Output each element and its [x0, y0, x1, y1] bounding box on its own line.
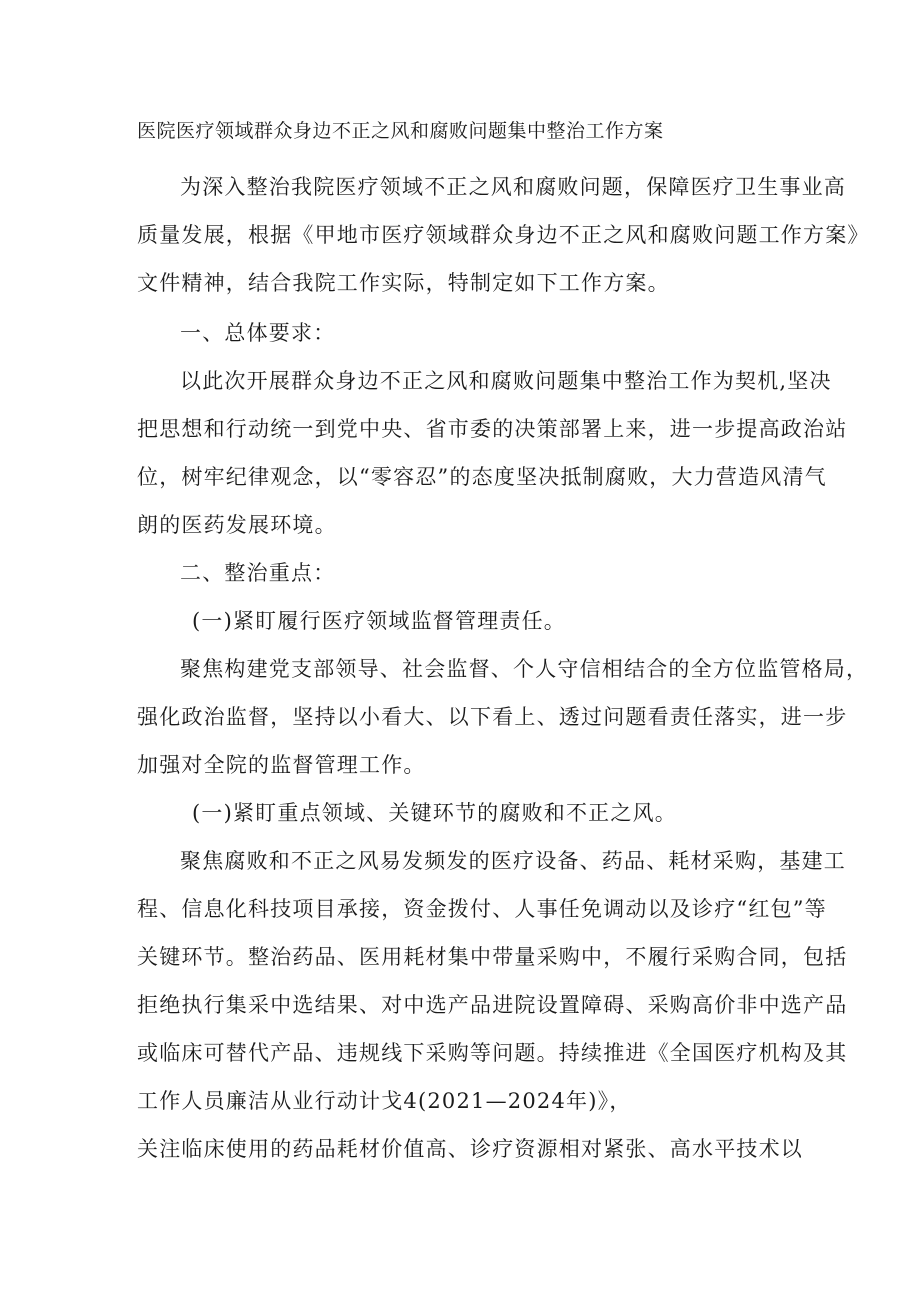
- subsection-heading: (一)紧盯履行医疗领域监督管理责任。: [192, 609, 566, 633]
- paragraph-intro-line: 为深入整治我院医疗领域不正之风和腐败问题，保障医疗卫生事业高: [180, 175, 846, 199]
- paragraph-supervision-line: 加强对全院的监督管理工作。: [137, 753, 426, 777]
- paragraph-intro-line: 文件精神，结合我院工作实际，特制定如下工作方案。: [137, 271, 670, 295]
- paragraph-requirements-line: 位，树牢纪律观念，以“零容忍”的态度坚决抵制腐败，大力营造风清气: [137, 465, 827, 489]
- paragraph-requirements-line: 以此次开展群众身边不正之风和腐败问题集中整治工作为契机,坚决: [180, 369, 832, 393]
- paragraph-focus-line: 或临床可替代产品、违规线下采购等问题。持续推进《全国医疗机构及其: [137, 1041, 848, 1065]
- paragraph-intro-line: 质量发展，根据《甲地市医疗领域群众身边不正之风和腐败问题工作方案》: [137, 223, 870, 247]
- section-heading-general-requirements: 一、总体要求：: [180, 321, 336, 345]
- paragraph-requirements-line: 把思想和行动统一到党中央、省市委的决策部署上来，进一步提高政治站: [137, 417, 848, 441]
- paragraph-requirements-line: 朗的医药发展环境。: [137, 513, 337, 537]
- paragraph-focus-line: 关键环节。整治药品、医用耗材集中带量采购中，不履行采购合同，包括: [137, 945, 848, 969]
- subsection-heading: (一)紧盯重点领域、关键环节的腐败和不正之风。: [192, 801, 677, 825]
- paragraph-focus-line: 工作人员廉洁从业行动计戈4(2021—2024年)》，: [137, 1089, 632, 1113]
- document-title: 医院医疗领域群众身边不正之风和腐败问题集中整治工作方案: [137, 120, 664, 142]
- paragraph-focus-line: 拒绝执行集采中选结果、对中选产品进院设置障碍、采购高价非中选产品: [137, 993, 848, 1017]
- section-heading-key-points: 二、整治重点：: [180, 561, 336, 585]
- paragraph-supervision-line: 聚焦构建党支部领导、社会监督、个人守信相结合的全方位监管格局，: [180, 657, 869, 681]
- paragraph-supervision-line: 强化政治监督，坚持以小看大、以下看上、透过问题看责任落实，进一步: [137, 705, 848, 729]
- paragraph-focus-line: 聚焦腐败和不正之风易发频发的医疗设备、药品、耗材采购，基建工: [180, 849, 846, 873]
- paragraph-focus-line: 程、信息化科技项目承接，资金拨付、人事任免调动以及诊疗“红包”等: [137, 897, 827, 921]
- paragraph-focus-line: 关注临床使用的药品耗材价值高、诊疗资源相对紧张、高水平技术以: [137, 1137, 803, 1161]
